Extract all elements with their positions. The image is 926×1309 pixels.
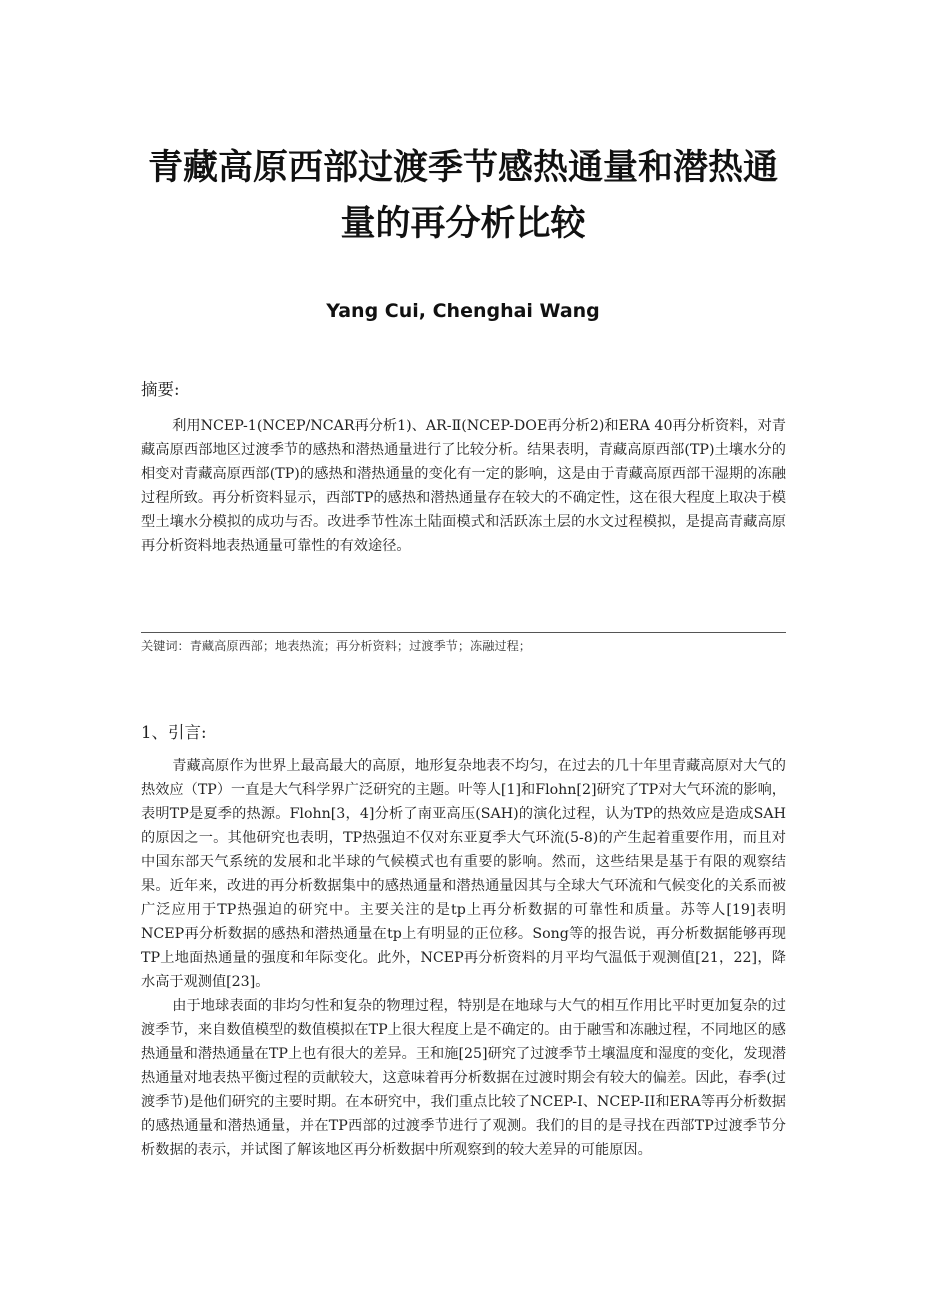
keywords-divider [141, 632, 786, 633]
paper-title-line-2: 量的再分析比较 [340, 203, 586, 244]
introduction-body [141, 754, 786, 1162]
introduction-paragraph-2: 由于地球表面的非均匀性和复杂的物理过程，特别是在地球与大气的相互作用比平时更加复杂的过渡季节，来自数值模型的数值模拟在TP上很大程度上是不确定的。由于融雪和冻融过程，不同地区的感热通量和潜热通量在TP上也有很大的差异。王和施[25]研究了过渡季节土壤温度和湿度的变化，发现潜热通量对地表热平衡过程的贡献较大，这意味着再分析数据在过渡时期会有较大的偏差。因此，春季(过渡季节)是他们研究的主要时期。在本研究中，我们重点比较了NCEP-I、NCEP-II和ERA等再分析数据的感热通量和潜热通量，并在TP西部的过渡季节进行了观测。我们的目的是寻找在西部TP过渡季节分析数据的表示，并试图了解该地区再分析数据中所观察到的较大差异的可能原因。 [141, 998, 786, 1158]
paper-title-line-1: 青藏高原西部过渡季节感热通量和潜热通 [147, 147, 778, 188]
abstract-heading: 摘要: [141, 380, 180, 399]
author-list: Yang Cui, Chenghai Wang [326, 300, 600, 322]
introduction-paragraph-1: 青藏高原作为世界上最高最大的高原，地形复杂地表不均匀，在过去的几十年里青藏高原对大气的热效应（TP）一直是大气科学界广泛研究的主题。叶等人[1]和Flohn[2]研究了TP对大气环流的影响，表明TP是夏季的热源。Flohn[3，4]分析了南亚高压(SAH)的演化过程，认为TP的热效应是造成SAH的原因之一。其他研究也表明，TP热强迫不仅对东亚夏季大气环流(5-8)的产生起着重要作用，而且对中国东部天气系统的发展和北半球的气候模式也有重要的影响。然而，这些结果是基于有限的观察结果。近年来，改进的再分析数据集中的感热通量和潜热通量因其与全球大气环流和气候变化的关系而被广泛应用于TP热强迫的研究中。主要关注的是tp上再分析数据的可靠性和质量。苏等人[19]表明NCEP再分析数据的感热和潜热通量在tp上有明显的正位移。Song等的报告说，再分析数据能够再现TP上地面热通量的强度和年际变化。此外，NCEP再分析资料的月平均气温低于观测值[21，22]，降水高于观测值[23]。 [141, 758, 786, 990]
paper-title [100, 140, 826, 252]
abstract-text: 利用NCEP-1(NCEP/NCAR再分析1)、AR-Ⅱ(NCEP-DOE再分析2)和ERA 40再分析资料，对青藏高原西部地区过渡季节的感热和潜热通量进行了比较分析。结果表明，青藏高原西部(TP)土壤水分的相变对青藏高原西部(TP)的感热和潜热通量的变化有一定的影响，这是由于青藏高原西部干湿期的冻融过程所致。再分析资料显示，西部TP的感热和潜热通量存在较大的不确定性，这在很大程度上取决于模型土壤水分模拟的成功与否。改进季节性冻土陆面模式和活跃冻土层的水文过程模拟，是提高青藏高原再分析资料地表热通量可靠性的有效途径。 [141, 418, 786, 554]
keywords-line: 关键词：青藏高原西部；地表热流；再分析资料；过渡季节；冻融过程； [141, 639, 531, 653]
introduction-heading: 1、引言: [141, 723, 207, 742]
